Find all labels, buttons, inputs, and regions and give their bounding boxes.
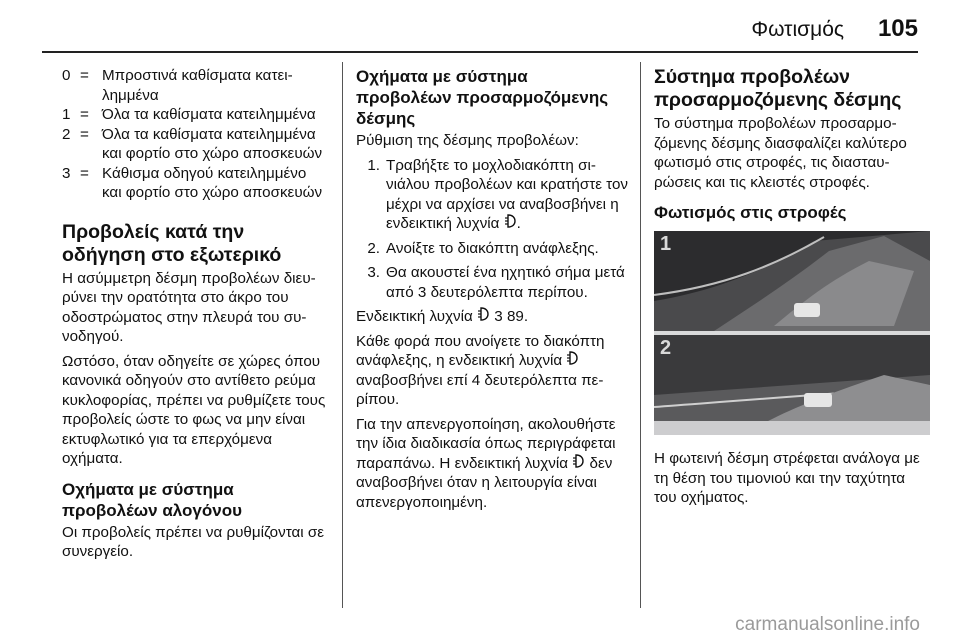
legend-equals: = — [80, 125, 89, 143]
legend-text: Όλα τα καθίσματα κατειλημμένα — [102, 106, 316, 123]
paragraph-text-b: δεν αναβοσβήνει όταν η λειτουργία είναι απενεργοποιημένη. — [356, 454, 613, 511]
paragraph: Ωστόσο, όταν οδηγείτε σε χώρες όπου κανονικά οδηγούν στο αντίθετο ρεύμα κυκλοφορίας, πρέπει να ρυθμίζετε τους προβολείς ώστε το φως να μην είναι εκτυφλωτικό για τα επερχόμενα οχήματα. — [62, 352, 326, 467]
cross-reference — [356, 307, 628, 327]
step-text-a: Τραβήξτε το μοχλοδιακόπτη σινιάλου προβολέων και κρατήστε τον μέχρι να αρχίσει να αναβοσβήνει η ενδεικτική λυχνία — [386, 156, 629, 232]
legend-key: 3 — [62, 164, 71, 182]
column-divider-1 — [342, 62, 343, 608]
legend-text: Κάθισμα οδηγού κατειλημμένο και φορτίο στο χώρο αποσκευών — [102, 164, 323, 201]
watermark: carmanualsonline.info — [735, 614, 920, 635]
paragraph: Το σύστημα προβολέων προσαρμοζόμενης δέσμης διασφαλίζει καλύτερο φωτισμό στις στροφές, τις διασταυρώσεις και τις κλειστές στροφές. — [654, 115, 907, 191]
section-heading-abroad: Προβολείς κατά την οδήγηση στο εξωτερικό — [62, 220, 282, 266]
page-number: 105 — [877, 15, 918, 42]
legend-key: 2 — [62, 125, 71, 143]
legend-equals: = — [80, 106, 89, 123]
legend-text: Όλα τα καθίσματα κατειλημμένα και φορτίο στο χώρο αποσκευών — [102, 125, 323, 162]
list-item — [356, 239, 628, 259]
step-number: 3. — [367, 264, 380, 281]
figure-caption: Η φωτεινή δέσμη στρέφεται ανάλογα με τη θέση του τιμονιού και την ταχύτητα του οχήματος. — [654, 450, 920, 506]
section-heading-adaptive-vehicles: Οχήματα με σύστημα προβολέων προσαρμοζόμενης δέσμης — [356, 67, 609, 128]
figure-panel-2 — [654, 335, 930, 435]
section-heading-cornering: Φωτισμός στις στροφές — [654, 203, 847, 222]
step-text-b: . — [516, 215, 521, 232]
step-text: Θα ακουστεί ένα ηχητικό σήμα μετά από 3 δευτερόλεπτα περίπου. — [386, 264, 625, 301]
figure-panel-1 — [654, 231, 930, 331]
column-divider-2 — [640, 62, 641, 608]
figure-label-1: 1 — [660, 233, 672, 255]
paragraph-text-b: αναβοσβήνει επί 4 δευτερόλεπτα περίπου. — [356, 371, 604, 408]
paragraph — [356, 415, 628, 513]
step-number: 2. — [367, 239, 380, 257]
list-item — [356, 156, 628, 234]
section-heading-halogen: Οχήματα με σύστημα προβολέων αλογόνου — [62, 479, 242, 520]
figure-label-2: 2 — [660, 337, 672, 359]
legend-equals: = — [80, 67, 89, 84]
page-header — [0, 0, 960, 48]
paragraph-text-a: Κάθε φορά που ανοίγετε το διακόπτη ανάφλεξης, η ενδεικτική λυχνία — [356, 332, 605, 369]
running-title: Φωτισμός — [751, 18, 844, 41]
steps-list — [356, 156, 628, 303]
ref-text-a: Ενδεικτική λυχνία — [356, 308, 478, 325]
step-number: 1. — [367, 156, 380, 174]
step-text: Ανοίξτε το διακόπτη ανάφλεξης. — [386, 239, 599, 257]
legend-row — [62, 66, 330, 105]
cornering-light-figure — [654, 231, 930, 435]
intro-text: Ρύθμιση της δέσμης προβολέων: — [356, 132, 579, 149]
headlamp-range-icon — [572, 454, 585, 474]
headlamp-range-icon — [566, 351, 579, 371]
column-2 — [356, 66, 628, 517]
column-1 — [62, 66, 330, 567]
headlamp-range-icon — [504, 214, 517, 234]
ref-text-b: 89. — [502, 308, 529, 325]
header-rule — [42, 51, 918, 53]
legend-equals: = — [80, 164, 89, 182]
legend-key: 0 — [62, 67, 71, 84]
occupancy-legend — [62, 66, 330, 203]
legend-text: Μπροστινά καθίσματα κατειλημμένα — [102, 67, 293, 104]
legend-row — [62, 125, 330, 164]
step-text — [386, 156, 628, 234]
paragraph: Οι προβολείς πρέπει να ρυθμίζονται σε συνεργείο. — [62, 523, 325, 560]
legend-key: 1 — [62, 106, 71, 123]
legend-row — [62, 105, 330, 125]
legend-row — [62, 164, 330, 203]
column-3 — [654, 66, 930, 513]
paragraph — [356, 332, 628, 410]
paragraph: Η ασύμμετρη δέσμη προβολέων διευρύνει την ορατότητα στο άκρο του οδοστρώματος στην πλευρά του συνοδηγού. — [62, 269, 316, 345]
figure-panel-1-drawing — [654, 231, 930, 331]
section-heading-adaptive-system: Σύστημα προβολέων προσαρμοζόμενης δέσμης — [654, 66, 902, 111]
list-item — [356, 263, 628, 302]
paragraph-text-a: Για την απενεργοποίηση, ακολουθήστε την ίδια διαδικασία όπως περιγράφεται παραπάνω. Η ενδεικτική λυχνία — [356, 415, 616, 472]
page-reference-arrow-icon: 3 — [494, 308, 503, 325]
figure-panel-2-drawing — [654, 335, 930, 435]
headlamp-range-icon — [477, 307, 490, 327]
